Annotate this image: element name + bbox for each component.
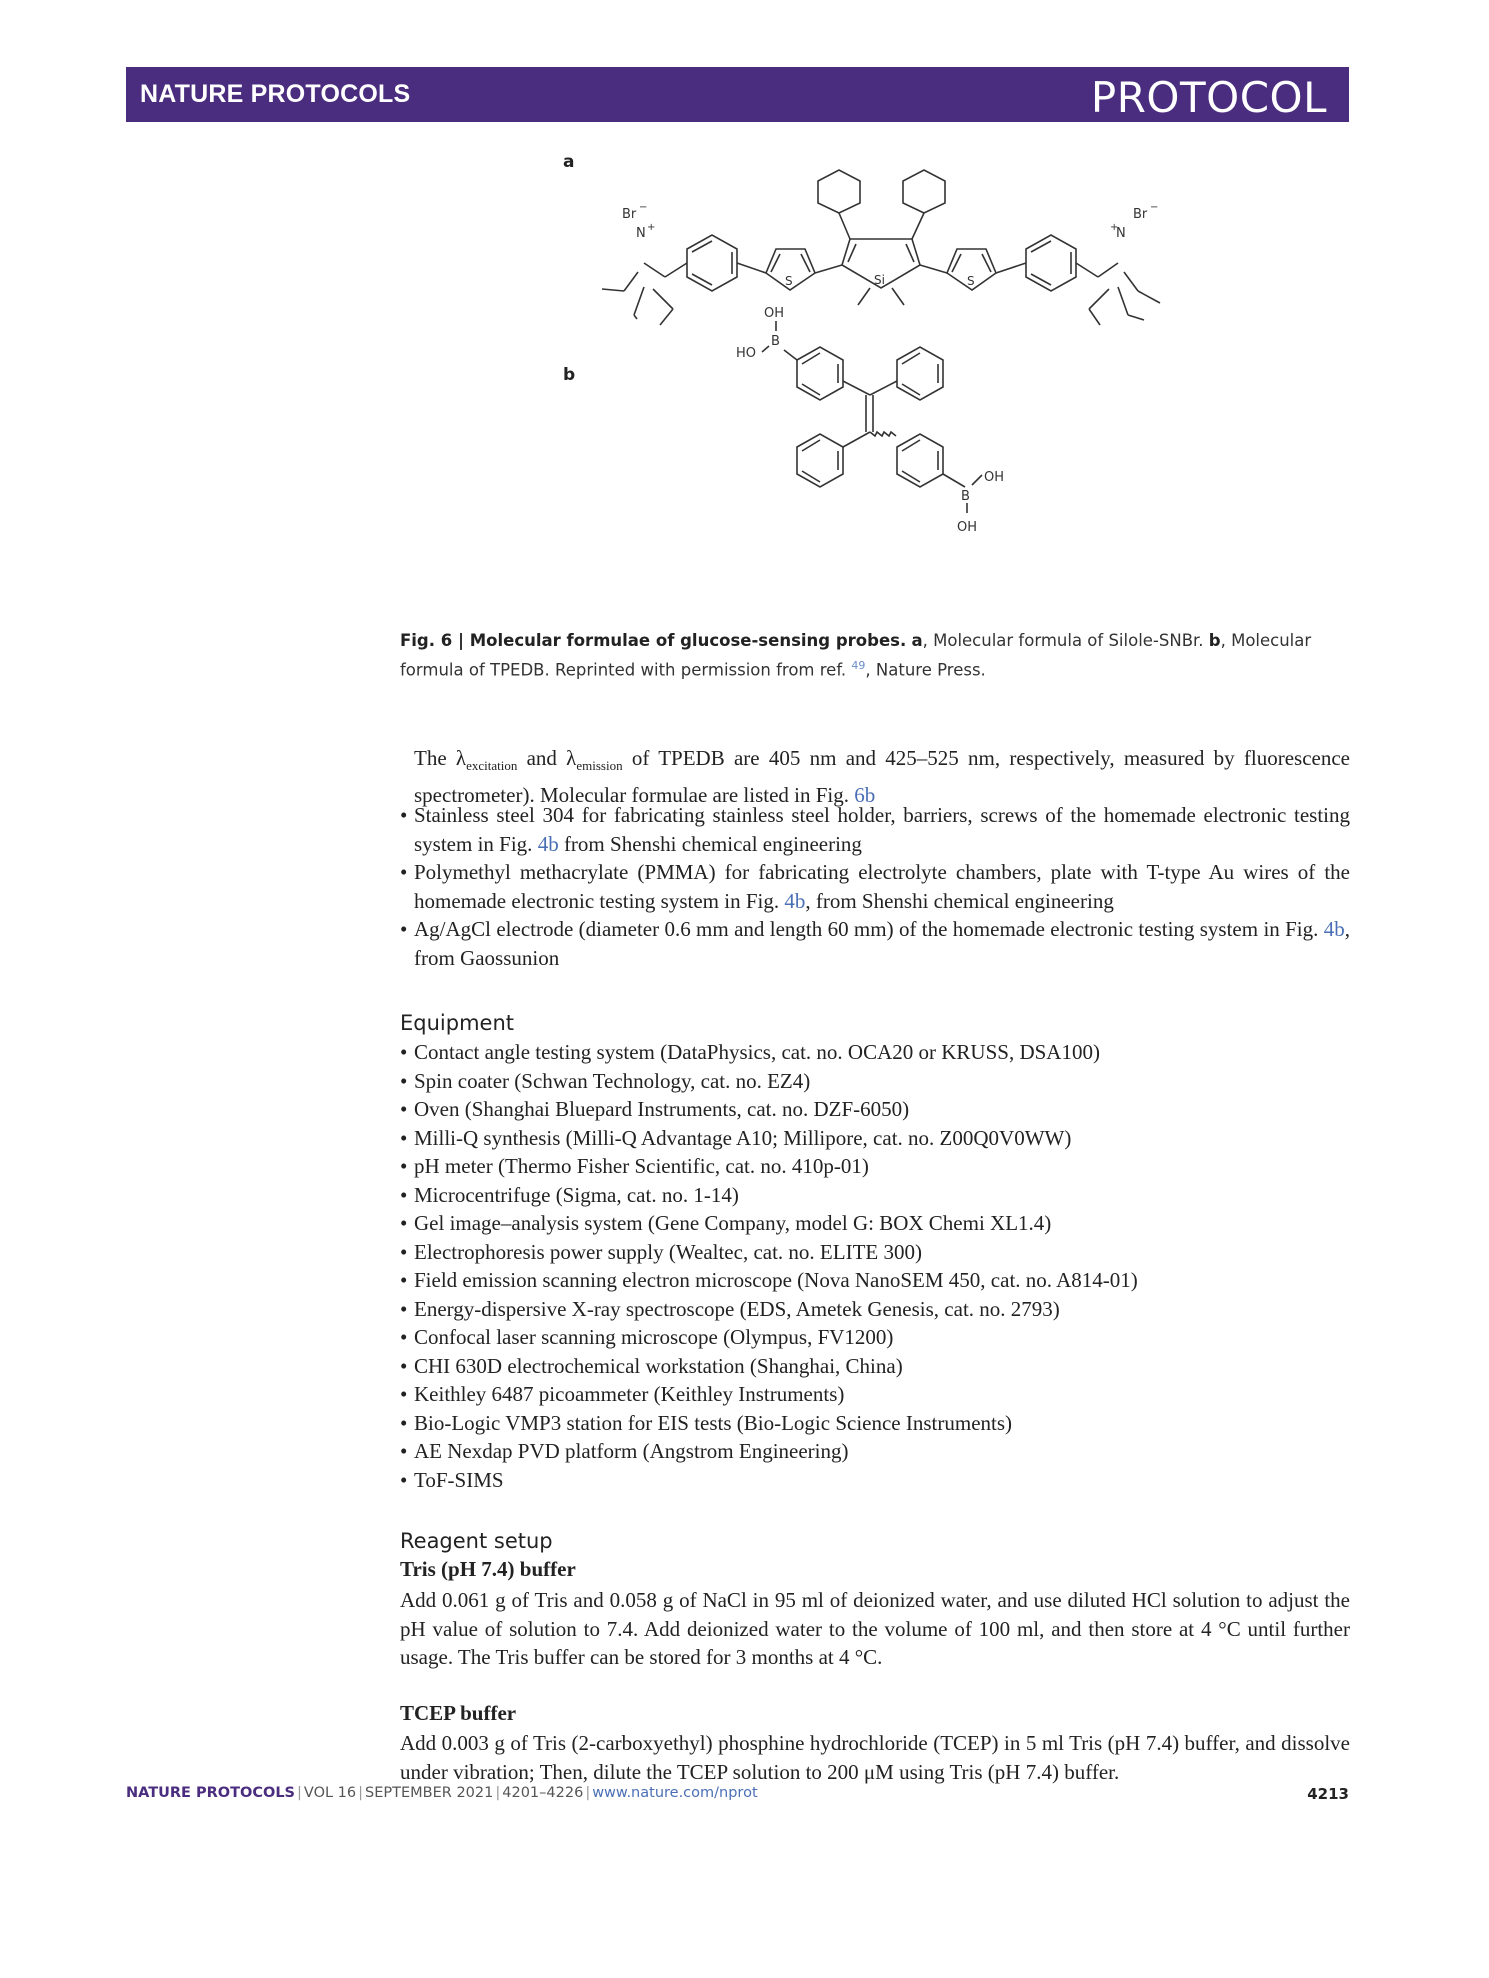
list-item: • Stainless steel 304 for fabricating stainless steel holder, barriers, screws of the homemade electronic testing system in Fig. 4b from Shenshi chemical engineering bbox=[400, 801, 1350, 858]
section-type: PROTOCOL bbox=[1090, 73, 1327, 122]
tpedb-structure bbox=[762, 321, 982, 513]
equipment-item: • Gel image–analysis system (Gene Company, model G: BOX Chemi XL1.4) bbox=[400, 1209, 1350, 1238]
caption-b-text: , Molecular formula of TPEDB. Reprinted with permission from ref. bbox=[400, 631, 1312, 680]
list-item: • Ag/AgCl electrode (diameter 0.6 mm and length 60 mm) of the homemade electronic testing system in Fig. 4b, from Gaossunion bbox=[400, 915, 1350, 972]
atom-br-left: Br bbox=[622, 207, 637, 222]
list-item: • Polymethyl methacrylate (PMMA) for fabricating electrolyte chambers, plate with T-type Au wires of the homemade electronic testing system in Fig. 4b, from Shenshi chemical engineering bbox=[400, 858, 1350, 915]
equipment-item: • Confocal laser scanning microscope (Olympus, FV1200) bbox=[400, 1323, 1350, 1352]
equipment-item: • Contact angle testing system (DataPhysics, cat. no. OCA20 or KRUSS, DSA100) bbox=[400, 1038, 1350, 1067]
atom-b-top: B bbox=[771, 334, 780, 349]
fig-ref-4b[interactable]: 4b bbox=[784, 888, 806, 913]
atom-n-right: N bbox=[1116, 226, 1126, 241]
footer-volume: VOL 16 bbox=[303, 1785, 357, 1801]
atom-n-left: N bbox=[636, 226, 646, 241]
atom-oh-right: OH bbox=[984, 470, 1005, 485]
caption-ref[interactable]: 49 bbox=[851, 659, 866, 672]
equipment-item: • Milli-Q synthesis (Milli-Q Advantage A10; Millipore, cat. no. Z00Q0V0WW) bbox=[400, 1124, 1350, 1153]
journal-name: NATURE PROTOCOLS bbox=[140, 80, 411, 108]
tris-buffer-title: Tris (pH 7.4) buffer bbox=[400, 1557, 576, 1581]
charge-minus-left: − bbox=[639, 202, 648, 213]
equipment-list bbox=[400, 1038, 1350, 1494]
equipment-item: • Bio-Logic VMP3 station for EIS tests (Bio-Logic Science Instruments) bbox=[400, 1409, 1350, 1438]
equipment-item: • AE Nexdap PVD platform (Angstrom Engineering) bbox=[400, 1437, 1350, 1466]
tris-buffer-text: Add 0.061 g of Tris and 0.058 g of NaCl in 95 ml of deionized water, and use diluted HCl solution to adjust the pH value of solution to 7.4. Add deionized water to the volume of 100 ml, and then store at 4 °C until further usage. The Tris buffer can be stored for 3 months at 4 °C. bbox=[400, 1588, 1350, 1669]
fig-ref-4b[interactable]: 4b bbox=[1323, 917, 1345, 941]
caption-label: Fig. 6 | Molecular formulae of glucose-sensing probes. bbox=[400, 631, 907, 650]
equipment-item: • pH meter (Thermo Fisher Scientific, cat. no. 410p-01) bbox=[400, 1152, 1350, 1181]
atom-s-left: S bbox=[785, 274, 793, 288]
figure-6 bbox=[540, 145, 1220, 615]
atom-b-bottom: B bbox=[961, 489, 970, 504]
atom-oh-top: OH bbox=[764, 306, 785, 321]
page-footer: NATURE PROTOCOLS | VOL 16 | SEPTEMBER 2021 | 4201–4226 | www.nature.com/nprot 4213 bbox=[126, 1785, 1349, 1803]
atom-oh-bottom: OH bbox=[957, 520, 978, 535]
footer-journal: NATURE PROTOCOLS bbox=[126, 1785, 296, 1801]
footer-url[interactable]: www.nature.com/nprot bbox=[592, 1785, 758, 1801]
footer-pages: 4201–4226 bbox=[502, 1785, 584, 1801]
charge-plus-right: + bbox=[1110, 222, 1119, 233]
figure-caption bbox=[400, 628, 1350, 683]
atom-br-right: Br bbox=[1133, 207, 1148, 222]
equipment-item: • Electrophoresis power supply (Wealtec, cat. no. ELITE 300) bbox=[400, 1238, 1350, 1267]
equipment-item: • Microcentrifuge (Sigma, cat. no. 1-14) bbox=[400, 1181, 1350, 1210]
reagent-setup-heading: Reagent setup bbox=[400, 1529, 553, 1553]
caption-a-text: , Molecular formula of Silole-SNBr. bbox=[922, 631, 1204, 650]
equipment-item: • Field emission scanning electron microscope (Nova NanoSEM 450, cat. no. A814-01) bbox=[400, 1266, 1350, 1295]
materials-list bbox=[400, 801, 1350, 972]
caption-a-label: a bbox=[911, 631, 923, 650]
equipment-item: • Energy-dispersive X-ray spectroscope (EDS, Ametek Genesis, cat. no. 2793) bbox=[400, 1295, 1350, 1324]
equipment-item: • CHI 630D electrochemical workstation (Shanghai, China) bbox=[400, 1352, 1350, 1381]
equipment-item: • ToF-SIMS bbox=[400, 1466, 1350, 1495]
fig-ref-6b[interactable]: 6b bbox=[854, 782, 876, 807]
equipment-item: • Oven (Shanghai Bluepard Instruments, cat. no. DZF-6050) bbox=[400, 1095, 1350, 1124]
fig-ref-4b[interactable]: 4b bbox=[537, 831, 559, 856]
page-number: 4213 bbox=[1307, 1785, 1349, 1803]
atom-s-right: S bbox=[967, 274, 975, 288]
caption-b-label: b bbox=[1208, 631, 1221, 650]
atom-si: Si bbox=[874, 273, 885, 287]
panel-b-label: b bbox=[563, 365, 576, 385]
equipment-heading: Equipment bbox=[400, 1011, 514, 1035]
caption-end: , Nature Press. bbox=[865, 660, 986, 680]
atom-ho-left: HO bbox=[736, 346, 757, 361]
silole-structure bbox=[602, 170, 1160, 325]
panel-a-label: a bbox=[563, 152, 575, 172]
continuation-paragraph: The $\lambda_{excitation}$ and $\lambda_{emission}$ of TPEDB are 405 nm and 425–525 nm, respectively, measured by fluorescence spectrometer). Molecular formulae are listed in Fig. 6b bbox=[414, 746, 1350, 807]
header-bar bbox=[126, 67, 1349, 122]
tcep-buffer-text: Add 0.003 g of Tris (2-carboxyethyl) phosphine hydrochloride (TCEP) in 5 ml Tris (pH 7.4) buffer, and dissolve under vibration; Then, dilute the TCEP solution to 200 μM using Tris (pH 7.4) buffer. bbox=[400, 1731, 1350, 1784]
tcep-buffer-title: TCEP buffer bbox=[400, 1701, 517, 1725]
equipment-item: • Spin coater (Schwan Technology, cat. no. EZ4) bbox=[400, 1067, 1350, 1096]
equipment-item: • Keithley 6487 picoammeter (Keithley Instruments) bbox=[400, 1380, 1350, 1409]
charge-minus-right: − bbox=[1150, 202, 1159, 213]
molecular-structures bbox=[540, 145, 1220, 615]
charge-plus-left: + bbox=[647, 222, 656, 233]
footer-date: SEPTEMBER 2021 bbox=[365, 1785, 494, 1801]
